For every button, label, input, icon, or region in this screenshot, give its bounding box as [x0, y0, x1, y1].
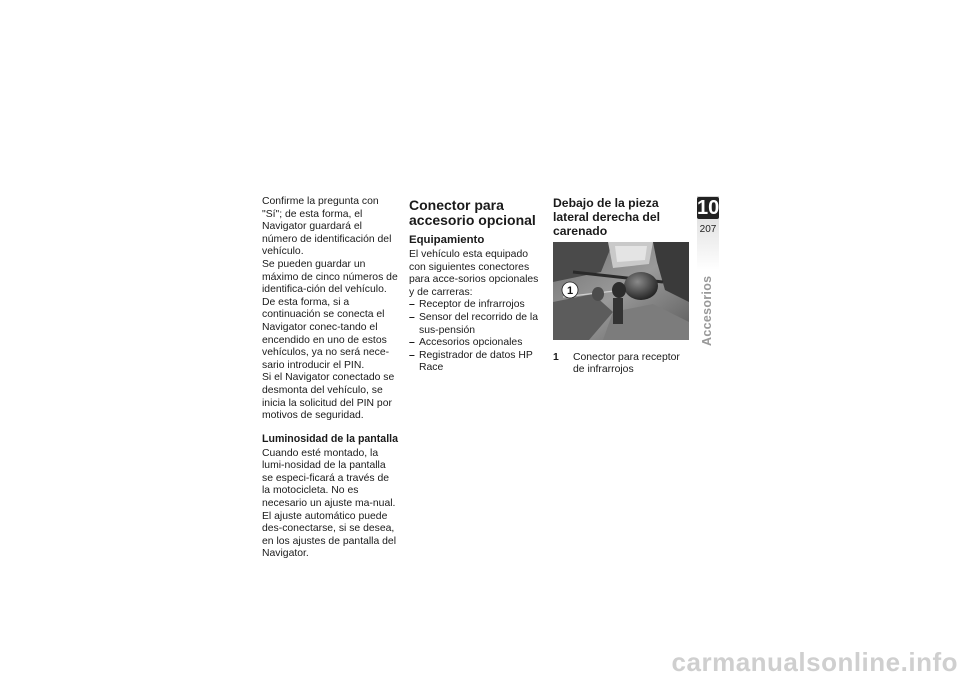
paragraph: El vehículo esta equipado con siguientes conectores para acce-sorios opcionales y de carreras: — [409, 249, 539, 298]
paragraph: De esta forma, si a continuación se conecta el Navigator conec-tando el encendido en uno de estos vehículos, ya no será nece-sario introducir el PIN. — [262, 296, 390, 371]
section-subheading: Equipamiento — [409, 234, 485, 246]
paragraph: Se pueden guardar un máximo de cinco números de identifica-ción del vehículo. — [262, 258, 398, 296]
watermark: carmanualsonline.info — [671, 647, 958, 677]
chapter-number: 10 — [697, 197, 720, 219]
section-label: Accesorios — [700, 275, 714, 346]
list-item: – Sensor del recorrido de la sus-pensión — [409, 312, 544, 337]
connector-photo — [553, 242, 689, 340]
paragraph: Confirme la pregunta con "Sí"; de esta forma, el Navigator guardará el número de identificación del vehículo. — [262, 196, 392, 258]
paragraph: Cuando esté montado, la lumi-nosidad de la pantalla se especi-ficará a través de la motocicleta. No es necesario un ajuste ma-nual. — [262, 447, 396, 510]
paragraph: El ajuste automático puede des-conectarse, si se desea, en los ajustes de pantalla del Navigator. — [262, 510, 397, 560]
photo-caption — [553, 352, 689, 377]
text-column-2 — [409, 196, 544, 375]
callout-number: 1 — [566, 285, 574, 297]
list-item: – Registrador de datos HP Race — [409, 350, 544, 375]
caption-number: 1 — [553, 351, 559, 363]
connector-list — [409, 299, 544, 375]
section-heading: Conector para accesorio opcional — [409, 197, 536, 228]
list-item: – Receptor de infrarrojos — [409, 299, 544, 312]
caption-text: Conector para receptor de infrarrojos — [573, 351, 680, 376]
text-column-1 — [262, 196, 399, 561]
text-column-3 — [553, 196, 689, 377]
section-subheading: Luminosidad de la pantalla — [262, 432, 398, 445]
section-heading: Debajo de la pieza lateral derecha del carenado — [553, 196, 661, 238]
page-number: 207 — [699, 224, 717, 235]
paragraph: Si el Navigator conectado se desmonta del vehículo, se inicia la solicitud del PIN por motivos de seguridad. — [262, 372, 395, 422]
list-item: – Accesorios opcionales — [409, 337, 544, 350]
